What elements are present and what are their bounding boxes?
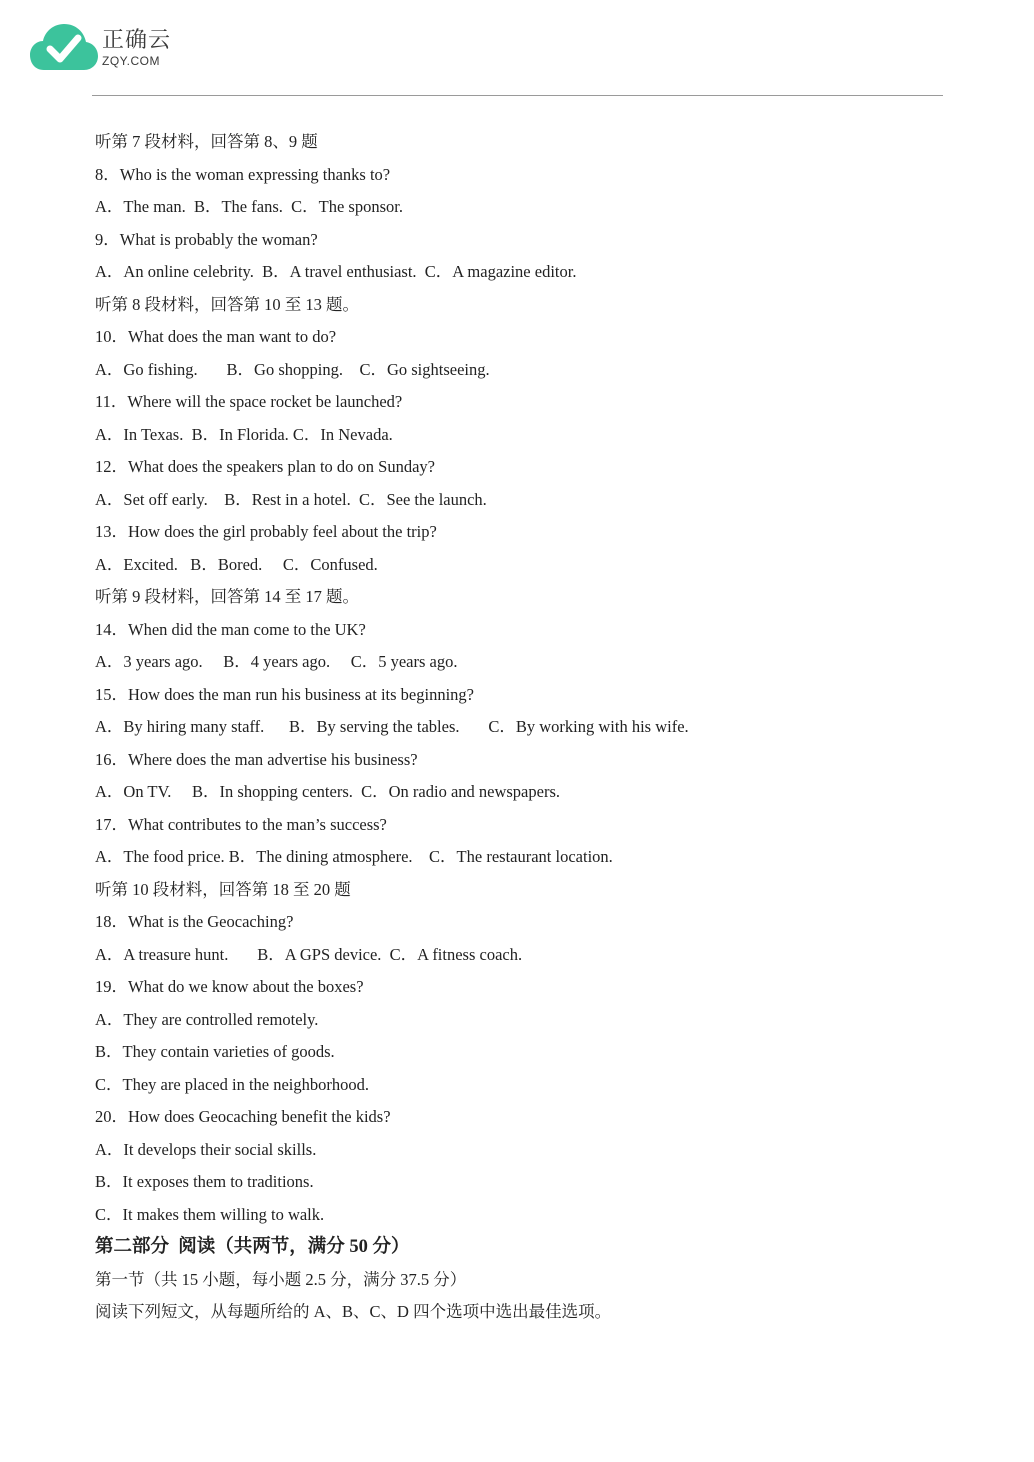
logo-chinese-text: 正确云 xyxy=(102,27,172,53)
text-line: 20．How does Geocaching benefit the kids? xyxy=(95,1107,391,1126)
text-line: 13．How does the girl probably feel about the trip? xyxy=(95,522,437,541)
text-line: A．A treasure hunt. B．A GPS device. C．A fitness coach. xyxy=(95,944,523,964)
document-body xyxy=(95,126,955,1329)
text-line: 15．How does the man run his business at its beginning? xyxy=(95,684,475,704)
header-divider xyxy=(92,95,943,96)
text-line: A．Go fishing. B．Go shopping. C．Go sightseeing. xyxy=(95,359,490,379)
text-line: 14．When did the man come to the UK? xyxy=(95,619,366,639)
text-line: 10．What does the man want to do? xyxy=(95,327,337,346)
text-line: A．An online celebrity. B．A travel enthusiast. C．A magazine editor. xyxy=(95,262,577,281)
text-line: 17．What contributes to the man’s success? xyxy=(95,814,387,834)
text-line: 听第 10 段材料，回答第 18 至 20 题 xyxy=(95,879,351,899)
text-line: 听第 9 段材料，回答第 14 至 17 题。 xyxy=(95,587,359,606)
logo xyxy=(30,24,171,72)
text-line: 16．Where does the man advertise his business? xyxy=(95,749,418,769)
text-line: 18．What is the Geocaching? xyxy=(95,912,294,931)
text-line: B．They contain varieties of goods. xyxy=(95,1042,335,1061)
text-line: 阅读下列短文，从每题所给的 A、B、C、D 四个选项中选出最佳选项。 xyxy=(95,1302,612,1321)
text-line: A．They are controlled remotely. xyxy=(95,1009,319,1029)
text-line: A．In Texas. B．In Florida. C．In Nevada. xyxy=(95,424,393,444)
text-line: A．Set off early. B．Rest in a hotel. C．See the launch. xyxy=(95,489,487,509)
text-line: C．It makes them willing to walk. xyxy=(95,1204,325,1224)
text-line: 9．What is probably the woman? xyxy=(95,229,318,249)
text-line: 11．Where will the space rocket be launched? xyxy=(95,392,403,411)
text-line: C．They are placed in the neighborhood. xyxy=(95,1074,369,1094)
text-line: A．3 years ago. B．4 years ago. C．5 years ago. xyxy=(95,652,458,671)
text-line: 听第 8 段材料，回答第 10 至 13 题。 xyxy=(95,294,359,314)
text-line: 12．What does the speakers plan to do on Sunday? xyxy=(95,457,436,476)
text-line: A．The food price. B．The dining atmosphere. C．The restaurant location. xyxy=(95,847,613,866)
section-heading: 第二部分 阅读（共两节，满分 50 分） xyxy=(95,1237,410,1257)
text-line: A．Excited. B．Bored. C．Confused. xyxy=(95,554,378,574)
text-line: A．On TV. B．In shopping centers. C．On radio and newspapers. xyxy=(95,782,560,801)
text-line: 8．Who is the woman expressing thanks to? xyxy=(95,164,391,184)
text-line: A．By hiring many staff. B．By serving the tables. C．By working with his wife. xyxy=(95,717,689,736)
text-line: B．It exposes them to traditions. xyxy=(95,1172,314,1191)
logo-domain-text: ZQY.COM xyxy=(102,53,160,68)
text-line: 19．What do we know about the boxes? xyxy=(95,977,364,996)
text-line: 听第 7 段材料，回答第 8、9 题 xyxy=(95,132,318,151)
text-line: A．The man. B．The fans. C．The sponsor. xyxy=(95,197,403,216)
text-line: A．It develops their social skills. xyxy=(95,1139,317,1159)
cloud-check-icon xyxy=(30,24,98,72)
text-line: 第一节（共 15 小题，每小题 2.5 分，满分 37.5 分） xyxy=(95,1269,467,1289)
